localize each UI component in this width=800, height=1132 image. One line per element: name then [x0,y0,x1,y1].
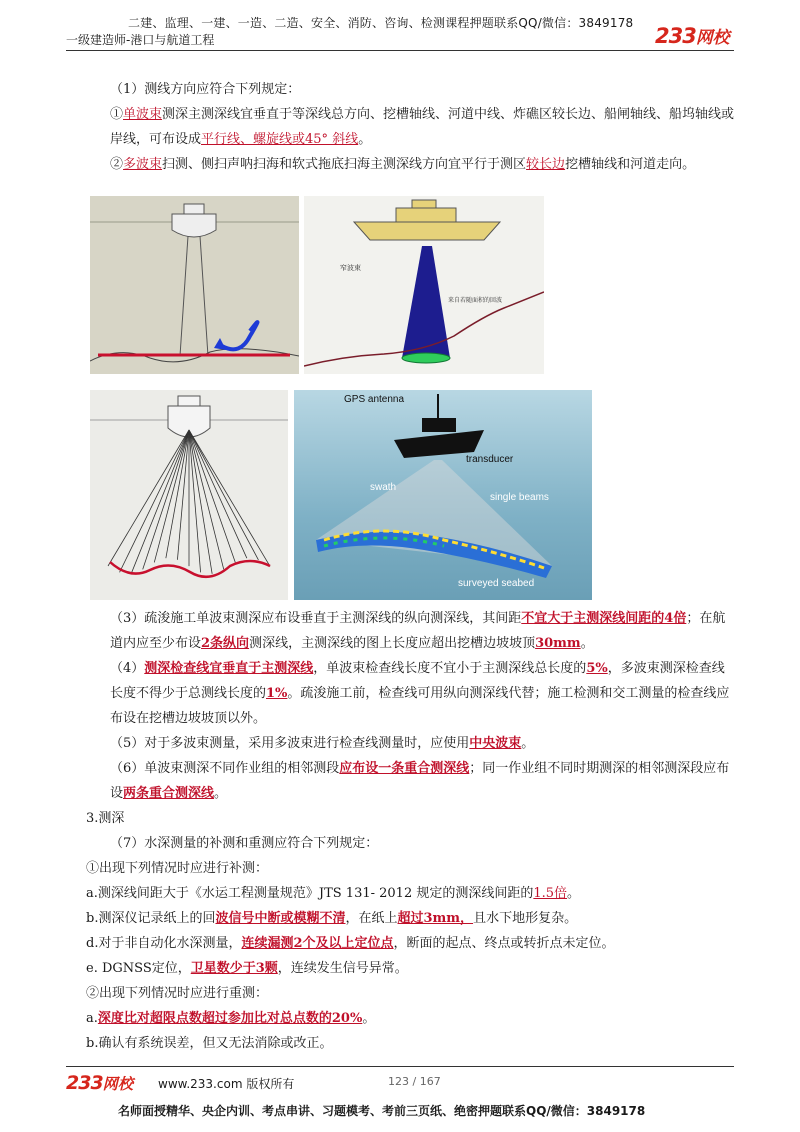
para-17: b.确认有系统误差，但又无法消除或改正。 [86,1036,333,1051]
fig2-label-narrow: 窄波束 [340,264,361,272]
highlight: 1% [266,686,288,701]
para-13 [86,931,736,956]
header-courses: 二建、监理、一建、一造、二造、安全、消防、咨询、检测课程押题联系QQ/微信：3849178 [128,16,634,30]
fig4-label-seabed: surveyed seabed [458,578,535,589]
t: ；同一作业组不同时期测深的相邻测深段应布设 [110,761,730,801]
para-15: ②出现下列情况时应进行重测： [86,986,269,1001]
para-12 [86,906,736,931]
highlight: 超过3mm， [397,911,474,926]
t: 。疏浚施工前，检查线可用纵向测深线代替；施工检测和交工测量的检查线应布设在挖槽边坡坡顶以外。 [110,686,730,726]
header-logo [655,24,729,48]
t: ，多波束测深检查线长度不得少于总测线长度的 [110,661,725,701]
fig4-label-gps: GPS antenna [344,394,405,405]
t: 测深线，主测深线的图上长度应超出挖槽边坡坡顶 [249,636,536,651]
fan-beam-line [154,430,189,562]
t: 测深主测深线宜垂直于等深线总方向、挖槽轴线、河道中线、炸礁区较长边、船闸轴线、船坞轴线或岸线，可布设成 [110,107,735,147]
t: ① [110,107,124,122]
highlight: 1.5倍 [533,886,568,901]
para-10: ①出现下列情况时应进行补测： [86,861,269,876]
figure-multibeam-3d [294,390,592,600]
highlight: 较长边 [526,157,566,172]
fig4-label-transducer: transducer [466,454,514,465]
para-1: （1）测线方向应符合下列规定： [110,82,301,97]
highlight: 两条重合测深线 [123,786,215,801]
highlight: 测深检查线宜垂直于主测深线 [144,661,314,676]
para-11 [86,881,736,906]
para-7 [86,756,736,806]
para-14 [86,956,736,981]
fan-lines [108,430,270,574]
t: ，连续发生信号异常。 [277,961,408,976]
t: （3）疏浚施工单波束测深应布设垂直于主测深线的纵向测深线，其间距 [110,611,522,626]
figure-multibeam-fan [90,390,288,600]
footer-site[interactable]: www.233.com 版权所有 [158,1077,295,1091]
footer-promo: 名师面授精华、央企内训、考点串讲、习题模考、考前三页纸、绝密押题联系QQ/微信：3849178 [118,1104,646,1118]
t: 且水下地形复杂。 [473,911,578,926]
t: d.对于非自动化水深测量， [86,936,242,951]
fig2-label-echo: 来自若随面积的回波 [448,297,503,304]
highlight: 多波束 [123,157,163,172]
highlight: 应布设一条重合测深线 [339,761,470,776]
t: （4） [110,661,145,676]
figure-single-beam-spiral [90,196,299,374]
t: （6）单波束测深不同作业组的相邻测段 [110,761,340,776]
t: 。 [362,1011,376,1026]
highlight: 深度比对超限点数超过参加比对总点数的20% [97,1011,363,1026]
t: ，单波束检查线长度不宜小于主测深线总长度的 [313,661,587,676]
t: （5）对于多波束测量，采用多波束进行检查线测量时，应使用 [110,736,470,751]
highlight: 30mm [535,636,581,651]
highlight: 卫星数少于3颗 [190,961,278,976]
para-4 [86,606,736,656]
highlight: 中央波束 [469,736,522,751]
highlight: 平行线、螺旋线或45° 斜线 [201,132,359,147]
fig4-label-swath: swath [370,482,397,493]
figure-group [90,196,706,600]
t: 挖槽轴线和河道走向。 [565,157,696,172]
t: 。 [580,636,594,651]
top-text [86,77,736,177]
t: e. DGNSS定位， [86,961,191,976]
logo-number: 233 [655,24,696,48]
logo-text: 网校 [102,1075,134,1093]
t: 扫测、侧扫声呐扫海和软式拖底扫海主测深线方向宜平行于测区 [162,157,527,172]
footer-divider [66,1066,734,1067]
highlight: 不宜大于主测深线间距的4倍 [521,611,687,626]
figure-narrow-beam [304,196,544,374]
fan-beam-line [189,430,224,569]
t: 。 [214,786,228,801]
logo-text: 网校 [695,27,730,47]
t: ；在航道内应至少布设 [110,611,726,651]
t: ，断面的起点、终点或转折点未定位。 [393,936,615,951]
page-number: 123 / 167 [388,1075,441,1088]
para-16 [86,1006,736,1031]
footer-logo [66,1072,133,1094]
para-8: 3.测深 [86,811,125,826]
fig4-svg [294,390,592,600]
highlight: 单波束 [123,107,163,122]
t: ② [110,157,124,172]
highlight: 连续漏测2个及以上定位点 [241,936,394,951]
lower-text [86,606,736,1056]
fan-beam-line [143,430,189,569]
header-subject: 一级建造师-港口与航道工程 [66,33,215,47]
para-3 [86,152,736,177]
para-5 [86,656,736,731]
t: 。 [567,886,581,901]
fig3-svg [90,390,288,600]
para-2 [86,102,736,152]
highlight: 5% [586,661,608,676]
t: ，在纸上 [345,911,398,926]
t: 。 [521,736,535,751]
fig1-svg [90,196,299,374]
fan-beam-line [131,430,189,574]
highlight: 波信号中断或模糊不清 [215,911,346,926]
t: a. [86,1011,98,1026]
t: 。 [358,132,372,147]
para-9: （7）水深测量的补测和重测应符合下列规定： [110,836,379,851]
highlight: 2条纵向 [201,636,250,651]
fig4-label-single: single beams [490,492,549,503]
t: a.测深线间距大于《水运工程测量规范》JTS 131- 2012 规定的测深线间距的 [86,886,534,901]
header-divider [66,50,734,51]
logo-number: 233 [66,1072,103,1094]
para-6 [86,731,736,756]
fig2-svg [304,196,544,374]
t: b.测深仪记录纸上的回 [86,911,216,926]
